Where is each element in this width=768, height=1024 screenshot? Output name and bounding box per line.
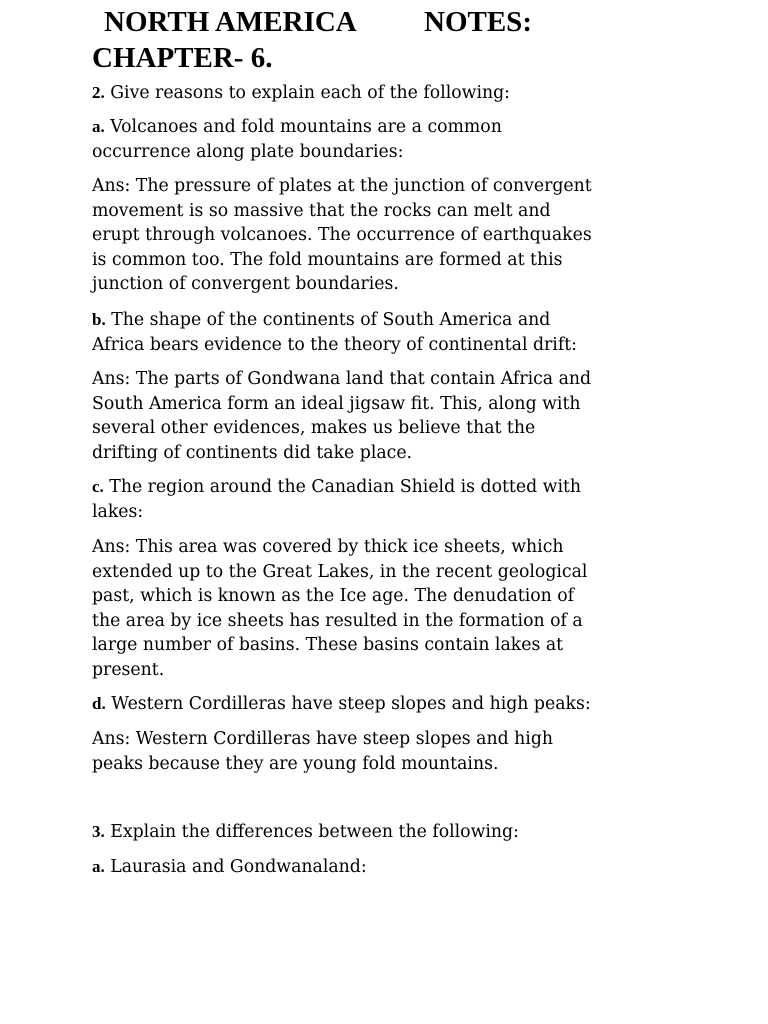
sub-question-text: Western Cordilleras have steep slopes and high peaks: <box>105 694 591 714</box>
answer-line: the area by ice sheets has resulted in the formation of a <box>92 610 583 631</box>
question-2c <box>92 475 692 524</box>
title-part-2: NOTES: <box>424 6 532 38</box>
answer-line: movement is so massive that the rocks can melt and <box>92 200 551 221</box>
answer-line: Ans: The pressure of plates at the junction of convergent <box>92 176 592 196</box>
title-part-1: NORTH AMERICA <box>104 6 357 38</box>
answer-line: present. <box>92 659 165 680</box>
answer-line: drifting of continents did take place. <box>92 442 413 463</box>
answer-c <box>92 535 692 682</box>
question-3-heading <box>92 820 692 845</box>
sub-question-marker: a. <box>92 117 105 136</box>
question-3a <box>92 855 692 880</box>
page-title <box>92 4 732 76</box>
answer-line: peaks because they are young fold mountains. <box>92 753 499 774</box>
answer-a <box>92 174 692 297</box>
answer-line: past, which is known as the Ice age. The denudation of <box>92 586 575 606</box>
question-2b <box>92 308 692 357</box>
sub-question-text: Africa bears evidence to the theory of continental drift: <box>92 334 577 355</box>
sub-question-text: Volcanoes and fold mountains are a common <box>104 117 502 137</box>
answer-b <box>92 367 692 465</box>
answer-line: Ans: Western Cordilleras have steep slopes and high <box>92 729 554 749</box>
answer-line: extended up to the Great Lakes, in the recent geological <box>92 561 588 582</box>
sub-question-text: Laurasia and Gondwanaland: <box>104 857 367 877</box>
answer-line: Ans: The parts of Gondwana land that contain Africa and <box>92 369 592 389</box>
question-text: Explain the differences between the following: <box>104 822 519 842</box>
sub-question-text: The shape of the continents of South America and <box>105 310 551 330</box>
sub-question-marker: c. <box>92 477 104 496</box>
answer-line: erupt through volcanoes. The occurrence of earthquakes <box>92 225 592 245</box>
answer-line: several other evidences, makes us believe that the <box>92 418 536 438</box>
question-2-heading <box>92 81 692 106</box>
sub-question-marker: b. <box>92 310 106 329</box>
question-number: 3. <box>92 822 105 841</box>
question-2d <box>92 692 692 717</box>
answer-line: South America form an ideal jigsaw fit. This, along with <box>92 393 581 414</box>
sub-question-marker: d. <box>92 694 106 713</box>
title-chapter: CHAPTER- 6. <box>92 42 273 74</box>
sub-question-text: occurrence along plate boundaries: <box>92 141 404 162</box>
question-text: Give reasons to explain each of the following: <box>104 83 510 103</box>
question-2a <box>92 115 692 164</box>
sub-question-text: The region around the Canadian Shield is dotted with <box>103 477 582 497</box>
question-number: 2. <box>92 83 105 102</box>
answer-d <box>92 727 692 776</box>
sub-question-text: lakes: <box>92 501 144 522</box>
answer-line: is common too. The fold mountains are formed at this <box>92 249 563 270</box>
answer-line: Ans: This area was covered by thick ice sheets, which <box>92 537 564 557</box>
answer-line: large number of basins. These basins contain lakes at <box>92 635 564 655</box>
answer-line: junction of convergent boundaries. <box>92 274 399 294</box>
sub-question-marker: a. <box>92 857 105 876</box>
